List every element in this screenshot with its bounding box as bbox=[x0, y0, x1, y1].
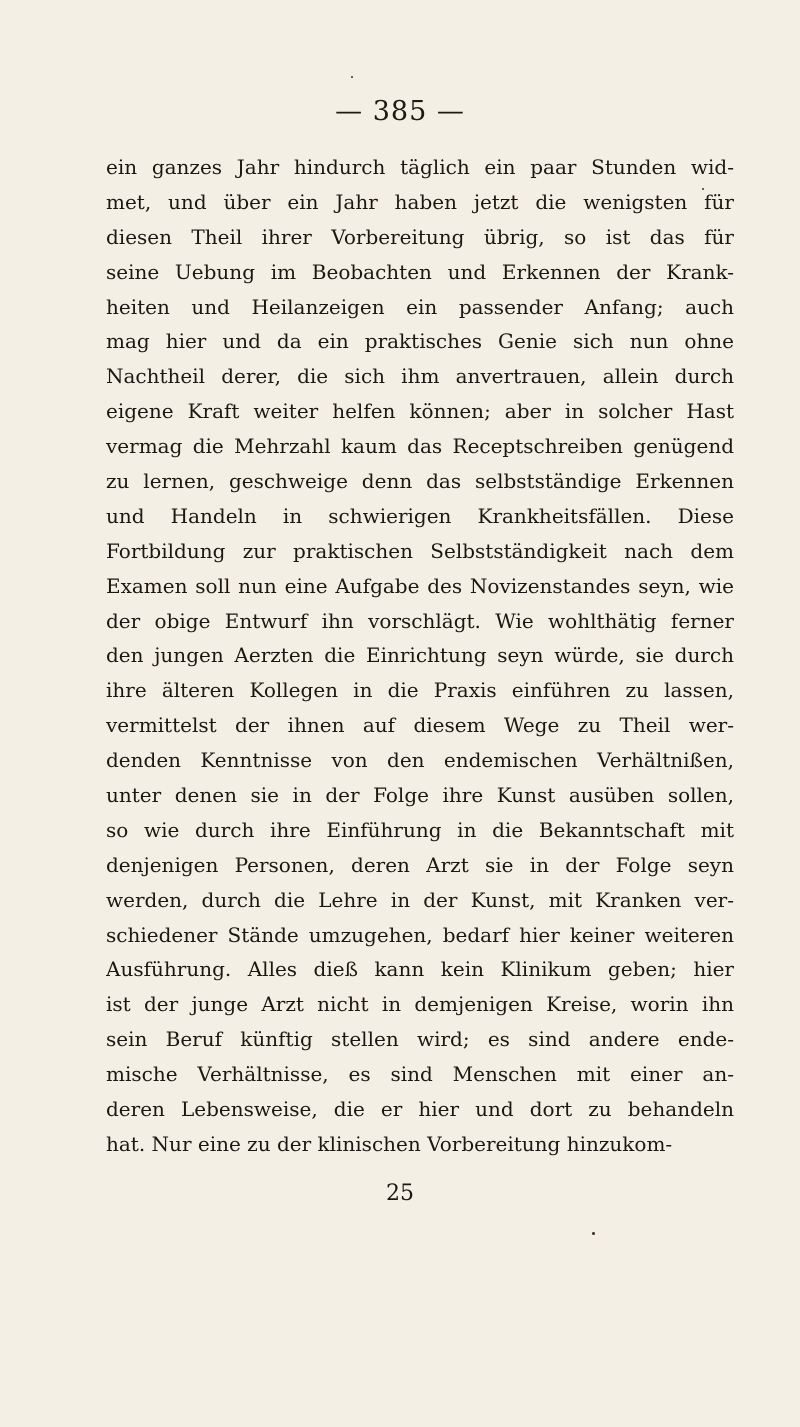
text-line: sein Beruf künftig stellen wird; es sind andere ende- bbox=[106, 1027, 734, 1052]
text-line: unter denen sie in der Folge ihre Kunst ausüben sollen, bbox=[106, 783, 734, 808]
signature-mark: 25 bbox=[386, 1181, 414, 1206]
text-line: vermag die Mehrzahl kaum das Receptschreiben genügend bbox=[106, 434, 734, 459]
text-line: vermittelst der ihnen auf diesem Wege zu Theil wer- bbox=[106, 713, 734, 738]
text-line: seine Uebung im Beobachten und Erkennen der Krank- bbox=[106, 259, 734, 284]
text-line: so wie durch ihre Einführung in die Bekanntschaft mit bbox=[106, 817, 734, 842]
text-line: met, und über ein Jahr haben jetzt die wenigsten für bbox=[106, 189, 734, 214]
text-line: ist der junge Arzt nicht in demjenigen Kreise, worin ihn bbox=[106, 992, 734, 1017]
paper-speck bbox=[702, 188, 704, 190]
text-line: werden, durch die Lehre in der Kunst, mit Kranken ver- bbox=[106, 887, 734, 912]
text-line: denjenigen Personen, deren Arzt sie in der Folge seyn bbox=[106, 852, 734, 877]
text-line: hat. Nur eine zu der klinischen Vorbereitung hinzukom- bbox=[106, 1131, 673, 1156]
text-line: denden Kenntnisse von den endemischen Verhältnißen, bbox=[106, 748, 734, 773]
text-line: den jungen Aerzten die Einrichtung seyn würde, sie durch bbox=[106, 643, 734, 668]
text-line: Ausführung. Alles dieß kann kein Klinikum geben; hier bbox=[106, 957, 734, 982]
body-text bbox=[106, 150, 734, 1162]
text-line: der obige Entwurf ihn vorschlägt. Wie wohlthätig ferner bbox=[106, 608, 734, 633]
paper-speck bbox=[592, 1232, 595, 1235]
text-line: mag hier und da ein praktisches Genie sich nun ohne bbox=[106, 329, 734, 354]
page-number: — 385 — bbox=[335, 96, 465, 127]
text-line: ein ganzes Jahr hindurch täglich ein paar Stunden wid- bbox=[106, 155, 734, 179]
text-line: heiten und Heilanzeigen ein passender Anfang; auch bbox=[106, 294, 734, 319]
text-line: und Handeln in schwierigen Krankheitsfällen. Diese bbox=[106, 503, 734, 528]
text-line: Fortbildung zur praktischen Selbstständigkeit nach dem bbox=[106, 538, 734, 563]
text-line: mische Verhältnisse, es sind Menschen mit einer an- bbox=[106, 1062, 734, 1087]
text-line: eigene Kraft weiter helfen können; aber in solcher Hast bbox=[106, 399, 734, 424]
text-line: Examen soll nun eine Aufgabe des Novizenstandes seyn, wie bbox=[106, 573, 734, 598]
text-line: diesen Theil ihrer Vorbereitung übrig, so ist das für bbox=[106, 224, 734, 249]
text-line: schiedener Stände umzugehen, bedarf hier keiner weiteren bbox=[106, 922, 734, 947]
text-line: deren Lebensweise, die er hier und dort zu behandeln bbox=[106, 1097, 734, 1122]
paper-speck bbox=[351, 76, 353, 78]
text-line: zu lernen, geschweige denn das selbstständige Erkennen bbox=[106, 469, 734, 494]
text-line: ihre älteren Kollegen in die Praxis einführen zu lassen, bbox=[106, 678, 734, 703]
text-line: Nachtheil derer, die sich ihm anvertrauen, allein durch bbox=[106, 364, 734, 389]
